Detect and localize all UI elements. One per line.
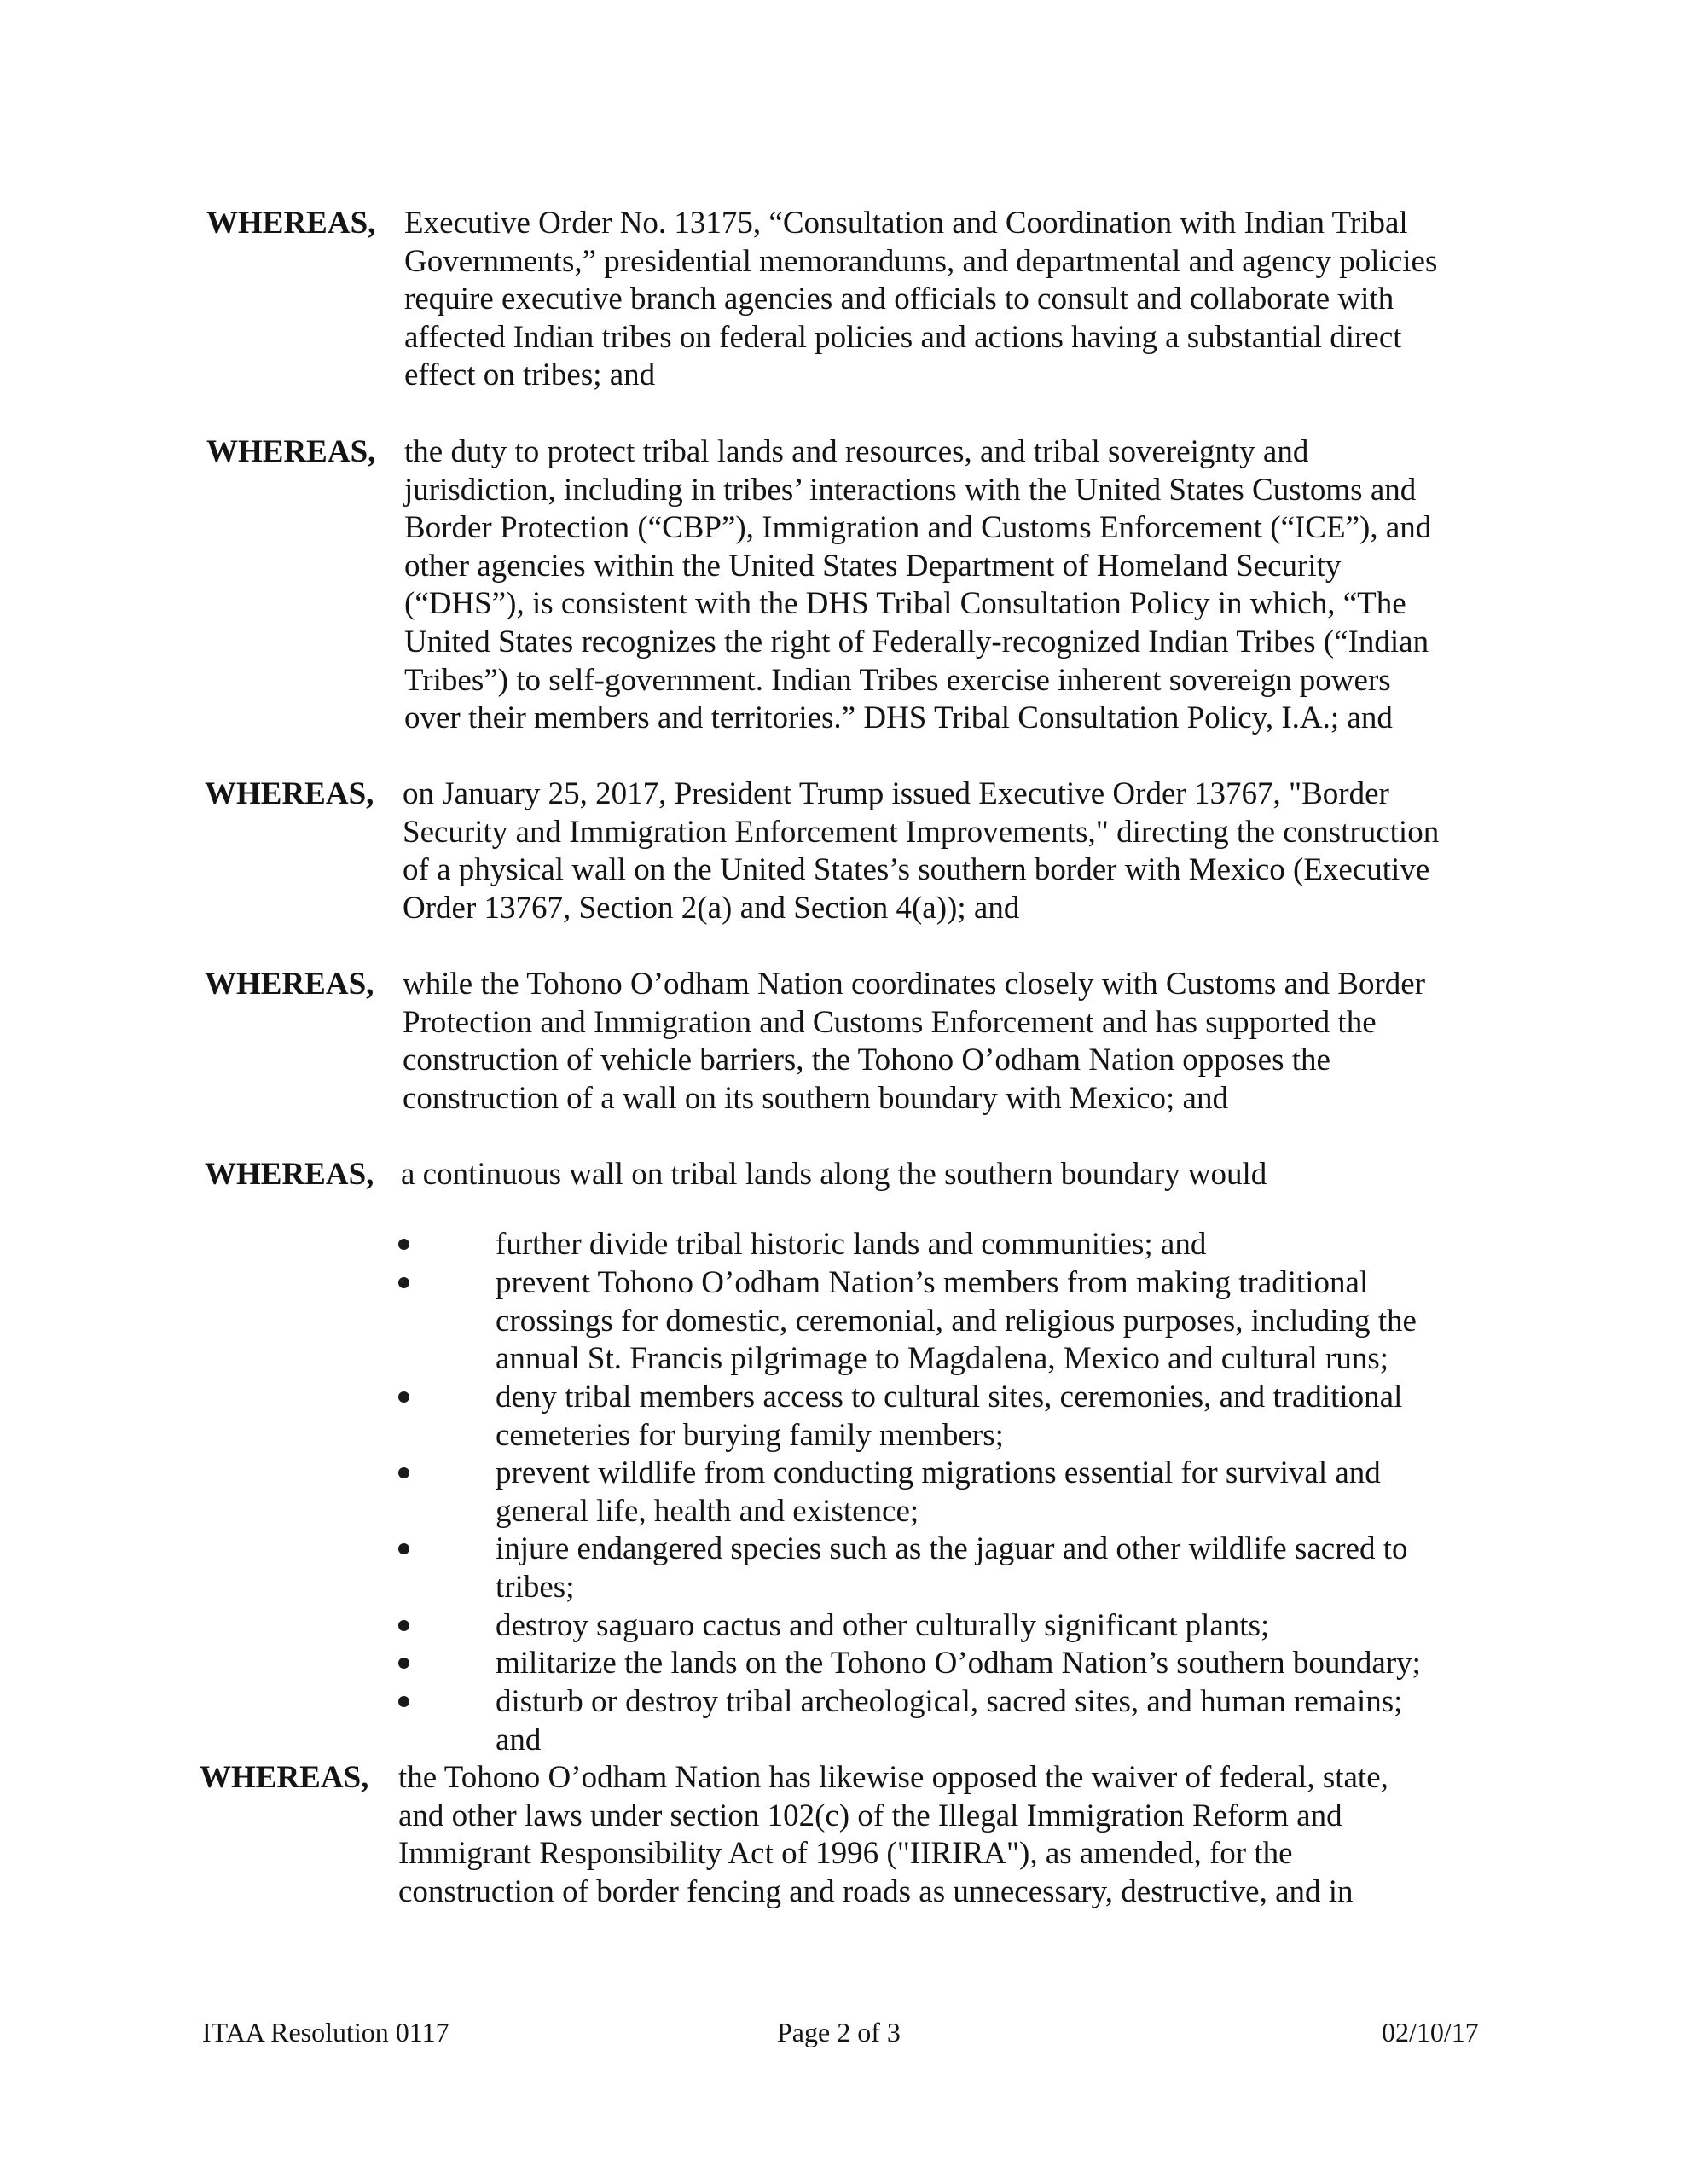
bullet-icon (398, 1467, 409, 1478)
clause-line: a continuous wall on tribal lands along the southern boundary would (401, 1157, 1267, 1192)
clause-label: WHEREAS, (206, 206, 376, 241)
clause-line: Order 13767, Section 2(a) and Section 4(a)); and (403, 890, 1020, 926)
bullet-text (496, 1531, 1485, 1606)
bullet-icon (398, 1543, 409, 1554)
bullet-line: cemeteries for burying family members; (496, 1417, 1004, 1453)
bullet-text (496, 1683, 1485, 1759)
bullet-text (496, 1379, 1485, 1455)
bullet-text (496, 1226, 1485, 1264)
bullet-line: further divide tribal historic lands and communities; and (496, 1227, 1207, 1262)
clause-text (403, 966, 1499, 1118)
clause-line: while the Tohono O’odham Nation coordinates closely with Customs and Border (403, 967, 1426, 1002)
clause-line: and other laws under section 102(c) of the Illegal Immigration Reform and (398, 1798, 1342, 1833)
bullet-line: injure endangered species such as the jaguar and other wildlife sacred to (496, 1531, 1408, 1566)
clause-line: on January 25, 2017, President Trump issued Executive Order 13767, "Border (403, 776, 1389, 811)
clause-text (401, 1156, 1497, 1194)
bullet-line: prevent wildlife from conducting migrations essential for survival and (496, 1455, 1381, 1490)
clause-text (398, 1759, 1494, 1911)
clause-line: Border Protection (“CBP”), Immigration and Customs Enforcement (“ICE”), and (404, 510, 1432, 546)
clause-line: the duty to protect tribal lands and resources, and tribal sovereignty and (404, 434, 1309, 469)
bullet-line: general life, health and existence; (496, 1493, 919, 1529)
clause-label: WHEREAS, (200, 1760, 369, 1795)
clause-label: WHEREAS, (205, 1157, 374, 1192)
clause-line: of a physical wall on the United States’s southern border with Mexico (Executive (403, 852, 1430, 888)
bullet-text (496, 1607, 1485, 1646)
clause-text (404, 433, 1500, 738)
clause-label: WHEREAS, (205, 776, 374, 811)
clause-label: WHEREAS, (205, 967, 374, 1002)
clause-line: jurisdiction, including in tribes’ interactions with the United States Customs and (404, 472, 1417, 508)
clause-line: Security and Immigration Enforcement Improvements," directing the construction (403, 814, 1440, 850)
clause-line: other agencies within the United States Department of Homeland Security (404, 548, 1342, 584)
clause-line: affected Indian tribes on federal policies and actions having a substantial direct (404, 319, 1402, 355)
bullet-line: militarize the lands on the Tohono O’odham Nation’s southern boundary; (496, 1646, 1421, 1681)
clause-line: construction of a wall on its southern boundary with Mexico; and (403, 1080, 1228, 1116)
clause-line: construction of border fencing and roads as unnecessary, destructive, and in (398, 1873, 1354, 1909)
page-number: Page 2 of 3 (777, 2017, 901, 2048)
bullet-icon (398, 1239, 409, 1250)
resolution-number: ITAA Resolution 0117 (202, 2017, 449, 2048)
clause-text (403, 775, 1499, 927)
clause-line: over their members and territories.” DHS Tribal Consultation Policy, I.A.; and (404, 700, 1393, 736)
document-date: 02/10/17 (1382, 2017, 1479, 2048)
bullet-line: crossings for domestic, ceremonial, and religious purposes, including the (496, 1303, 1417, 1339)
clause-line: the Tohono O’odham Nation has likewise opposed the waiver of federal, state, (398, 1760, 1388, 1795)
bullet-icon (398, 1391, 409, 1403)
bullet-line: tribes; (496, 1569, 575, 1605)
bullet-line: annual St. Francis pilgrimage to Magdalena, Mexico and cultural runs; (496, 1341, 1389, 1377)
bullet-text (496, 1455, 1485, 1531)
bullet-text (496, 1264, 1485, 1379)
clause-text (404, 205, 1500, 395)
clause-line: Tribes”) to self-government. Indian Tribes exercise inherent sovereign powers (404, 662, 1391, 698)
clause-line: Governments,” presidential memorandums, and departmental and agency policies (404, 243, 1438, 279)
clause-line: (“DHS”), is consistent with the DHS Tribal Consultation Policy in which, “The (404, 586, 1406, 622)
bullet-line: disturb or destroy tribal archeological, sacred sites, and human remains; (496, 1684, 1403, 1719)
clause-line: effect on tribes; and (404, 357, 656, 393)
clause-line: United States recognizes the right of Federally-recognized Indian Tribes (“Indian (404, 624, 1429, 659)
clause-line: require executive branch agencies and officials to consult and collaborate with (404, 282, 1394, 317)
bullet-icon (398, 1277, 409, 1288)
bullet-line: and (496, 1722, 542, 1757)
bullet-icon (398, 1620, 409, 1631)
clause-line: Protection and Immigration and Customs Enforcement and has supported the (403, 1004, 1377, 1040)
bullet-icon (398, 1658, 409, 1669)
bullet-line: destroy saguaro cactus and other culturally significant plants; (496, 1608, 1270, 1643)
clause-label: WHEREAS, (206, 434, 376, 469)
clause-line: construction of vehicle barriers, the Tohono O’odham Nation opposes the (403, 1043, 1330, 1078)
bullet-text (496, 1645, 1485, 1683)
bullet-line: prevent Tohono O’odham Nation’s members from making traditional (496, 1265, 1369, 1300)
clause-line: Immigrant Responsibility Act of 1996 ("IIRIRA"), as amended, for the (398, 1836, 1293, 1872)
bullet-icon (398, 1696, 409, 1707)
clause-line: Executive Order No. 13175, “Consultation and Coordination with Indian Tribal (404, 206, 1408, 241)
bullet-line: deny tribal members access to cultural sites, ceremonies, and traditional (496, 1380, 1403, 1414)
